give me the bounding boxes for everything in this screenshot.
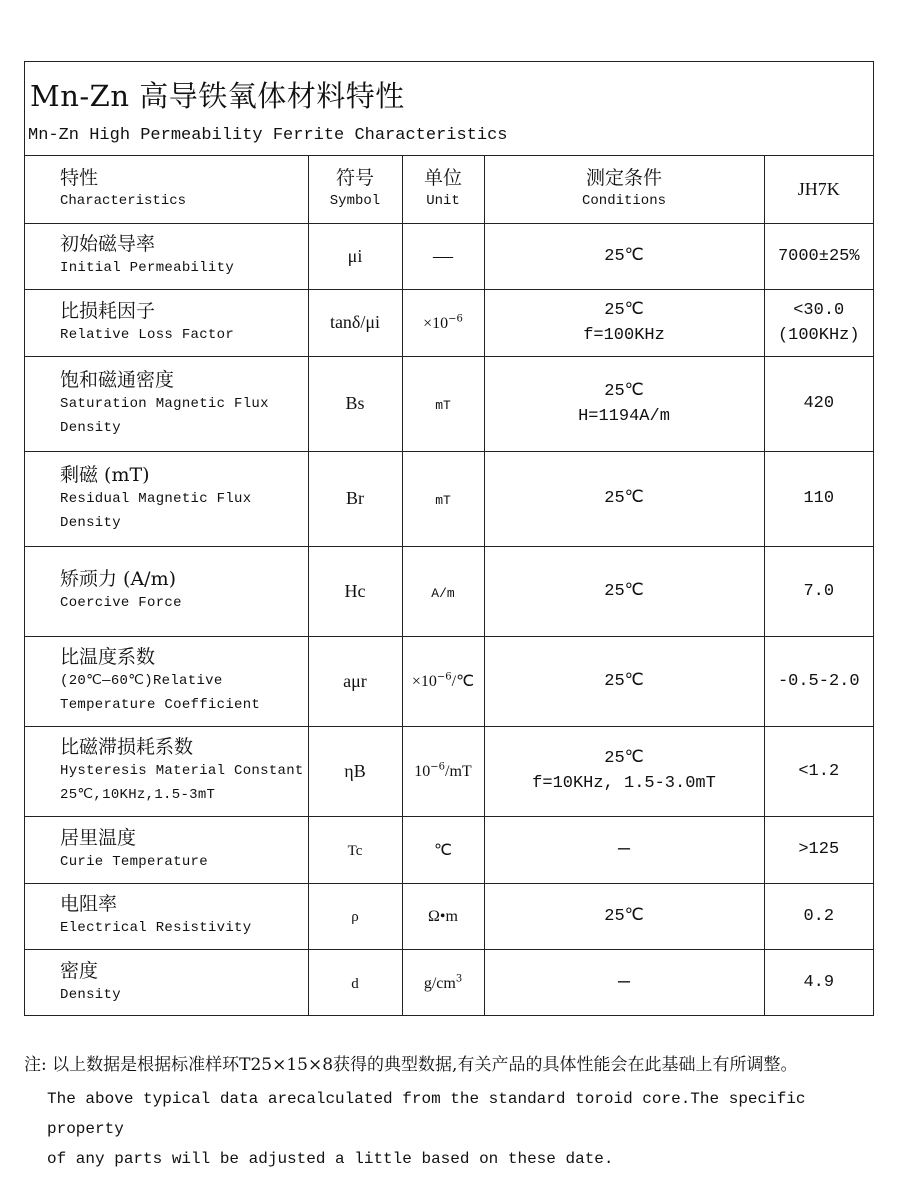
value-line-1: <1.2 bbox=[798, 761, 840, 781]
characteristics-sheet bbox=[24, 61, 874, 1016]
symbol-value: Tc bbox=[347, 842, 363, 859]
condition-cell bbox=[484, 816, 764, 883]
header-unit-en: Unit bbox=[426, 193, 460, 210]
unit-cell bbox=[402, 223, 484, 289]
characteristic-en-2: Density bbox=[60, 514, 121, 531]
value-cell bbox=[764, 223, 873, 289]
table-row bbox=[25, 546, 873, 636]
header-grade bbox=[764, 156, 873, 223]
header-unit bbox=[402, 156, 484, 223]
characteristic-en-1: Curie Temperature bbox=[60, 853, 208, 870]
footnote-english-line-1: The above typical data arecalculated from the standard toroid core.The specific property bbox=[47, 1090, 806, 1138]
characteristic-cell bbox=[25, 883, 308, 949]
symbol-value: Hc bbox=[344, 580, 366, 601]
header-characteristics-zh: 特性 bbox=[60, 167, 99, 190]
characteristic-zh: 居里温度 bbox=[60, 826, 137, 849]
characteristic-en-1: Saturation Magnetic Flux bbox=[60, 395, 269, 412]
title-english: Mn-Zn High Permeability Ferrite Characteristics bbox=[28, 126, 508, 145]
characteristic-en-1: Electrical Resistivity bbox=[60, 920, 252, 936]
symbol-value: Bs bbox=[345, 393, 365, 413]
condition-line-1: 25℃ bbox=[604, 581, 644, 601]
characteristic-en-1: Coercive Force bbox=[60, 595, 182, 611]
characteristic-cell bbox=[25, 223, 308, 289]
symbol-value: ρ bbox=[351, 909, 359, 925]
header-characteristics-en: Characteristics bbox=[60, 193, 187, 210]
value-cell bbox=[764, 726, 873, 816]
footnote bbox=[24, 1052, 884, 1174]
condition-line-1: 25℃ bbox=[604, 246, 644, 266]
unit-value: mT bbox=[435, 493, 451, 508]
symbol-value: aμr bbox=[343, 670, 367, 691]
unit-suffix: /mT bbox=[445, 763, 472, 780]
value-line-2: (100KHz) bbox=[777, 325, 860, 345]
characteristic-en-1: (20℃—60℃)Relative bbox=[60, 673, 223, 689]
table-row bbox=[25, 636, 873, 726]
unit-cell bbox=[402, 816, 484, 883]
characteristic-en-1: Residual Magnetic Flux bbox=[60, 490, 252, 507]
header-unit-zh: 单位 bbox=[423, 167, 462, 190]
characteristic-en-1: Hysteresis Material Constant bbox=[60, 763, 304, 779]
unit-value: A/m bbox=[431, 585, 455, 601]
characteristic-zh: 初始磁导率 bbox=[60, 233, 156, 255]
characteristic-en-1: Relative Loss Factor bbox=[60, 326, 235, 343]
table-row bbox=[25, 356, 873, 451]
condition-line-2: f=100KHz bbox=[583, 325, 665, 345]
symbol-cell bbox=[308, 949, 402, 1016]
characteristic-zh: 电阻率 bbox=[60, 893, 118, 915]
value-line-1: -0.5-2.0 bbox=[777, 671, 860, 691]
footnote-chinese: 注: 以上数据是根据标准样环T25×15×8获得的典型数据,有关产品的具体性能会在此基础上有所调整。 bbox=[24, 1055, 798, 1075]
symbol-value: μi bbox=[347, 245, 363, 266]
characteristic-zh: 密度 bbox=[60, 959, 99, 982]
header-grade-label: JH7K bbox=[797, 178, 840, 199]
characteristic-en-2: 25℃,10KHz,1.5-3mT bbox=[60, 787, 216, 803]
condition-cell bbox=[484, 223, 764, 289]
unit-cell bbox=[402, 949, 484, 1016]
characteristic-en-1: Density bbox=[60, 986, 121, 1003]
symbol-cell bbox=[308, 546, 402, 636]
unit-cell bbox=[402, 356, 484, 451]
characteristic-en-1: Initial Permeability bbox=[60, 260, 235, 276]
value-cell bbox=[764, 883, 873, 949]
condition-line-2: H=1194A/m bbox=[578, 406, 670, 426]
condition-line-1: 25℃ bbox=[604, 381, 644, 401]
footnote-english-line-2: of any parts will be adjusted a little based on these date. bbox=[47, 1150, 614, 1168]
symbol-cell bbox=[308, 223, 402, 289]
unit-cell bbox=[402, 289, 484, 356]
characteristics-table bbox=[25, 156, 873, 1016]
characteristic-zh: 比温度系数 bbox=[60, 646, 156, 668]
value-line-1: 7.0 bbox=[803, 581, 835, 601]
table-header-row bbox=[25, 156, 873, 223]
condition-line-1: — bbox=[617, 838, 630, 861]
value-cell bbox=[764, 546, 873, 636]
unit-exponent: 3 bbox=[455, 973, 463, 985]
characteristic-cell bbox=[25, 949, 308, 1016]
table-row bbox=[25, 883, 873, 949]
unit-cell bbox=[402, 451, 484, 546]
condition-cell bbox=[484, 883, 764, 949]
condition-line-2: f=10KHz, 1.5-3.0mT bbox=[532, 774, 716, 793]
symbol-cell bbox=[308, 883, 402, 949]
characteristic-zh: 比损耗因子 bbox=[60, 299, 156, 322]
condition-cell bbox=[484, 451, 764, 546]
unit-value: Ω•m bbox=[428, 908, 458, 925]
characteristic-zh: 矫顽力 (A/m) bbox=[60, 568, 177, 590]
table-row bbox=[25, 451, 873, 546]
unit-exponent: −6 bbox=[436, 671, 452, 683]
condition-line-1: 25℃ bbox=[604, 906, 644, 926]
characteristic-zh: 剩磁 (mT) bbox=[60, 463, 150, 486]
value-line-1: 110 bbox=[803, 489, 835, 508]
value-cell bbox=[764, 636, 873, 726]
characteristic-cell bbox=[25, 289, 308, 356]
header-symbol-zh: 符号 bbox=[335, 167, 374, 190]
unit-value: ℃ bbox=[434, 841, 452, 859]
value-line-1: 7000±25% bbox=[777, 246, 860, 266]
title-block bbox=[25, 62, 873, 156]
condition-line-1: 25℃ bbox=[604, 671, 644, 691]
value-line-1: 4.9 bbox=[803, 973, 835, 993]
header-conditions-zh: 测定条件 bbox=[585, 167, 662, 190]
condition-line-1: 25℃ bbox=[604, 749, 644, 768]
symbol-value: ηB bbox=[344, 760, 366, 781]
condition-cell bbox=[484, 949, 764, 1016]
table-row bbox=[25, 949, 873, 1016]
condition-line-1: — bbox=[617, 971, 630, 995]
unit-base: ×10 bbox=[423, 314, 449, 332]
characteristic-zh: 比磁滞损耗系数 bbox=[60, 736, 194, 758]
characteristic-zh: 饱和磁通密度 bbox=[60, 368, 175, 391]
unit-base: 10 bbox=[414, 763, 431, 780]
table-row bbox=[25, 223, 873, 289]
condition-cell bbox=[484, 356, 764, 451]
characteristic-cell bbox=[25, 636, 308, 726]
symbol-value: Br bbox=[346, 488, 364, 508]
characteristic-cell bbox=[25, 356, 308, 451]
condition-cell bbox=[484, 636, 764, 726]
unit-cell bbox=[402, 883, 484, 949]
unit-base: g/cm bbox=[423, 974, 456, 992]
header-symbol bbox=[308, 156, 402, 223]
header-conditions-en: Conditions bbox=[581, 193, 666, 210]
unit-exponent: −6 bbox=[448, 313, 463, 325]
value-cell bbox=[764, 451, 873, 546]
header-conditions bbox=[484, 156, 764, 223]
value-cell bbox=[764, 949, 873, 1016]
symbol-cell bbox=[308, 289, 402, 356]
characteristic-cell bbox=[25, 816, 308, 883]
unit-base: ×10 bbox=[411, 673, 437, 690]
title-chinese: Mn-Zn 高导铁氧体材料特性 bbox=[30, 79, 405, 113]
symbol-cell bbox=[308, 636, 402, 726]
header-characteristics bbox=[25, 156, 308, 223]
table-row bbox=[25, 289, 873, 356]
condition-line-1: 25℃ bbox=[604, 489, 644, 508]
unit-suffix: /℃ bbox=[451, 673, 475, 690]
unit-value: — bbox=[433, 244, 453, 267]
unit-exponent: −6 bbox=[430, 761, 446, 773]
footnote-english bbox=[24, 1084, 884, 1174]
value-line-1: >125 bbox=[798, 840, 840, 859]
value-cell bbox=[764, 356, 873, 451]
characteristic-cell bbox=[25, 546, 308, 636]
unit-cell bbox=[402, 726, 484, 816]
characteristic-en-2: Temperature Coefficient bbox=[60, 697, 261, 713]
condition-line-1: 25℃ bbox=[604, 300, 644, 320]
condition-cell bbox=[484, 726, 764, 816]
unit-value: mT bbox=[435, 398, 451, 413]
symbol-value: d bbox=[351, 975, 359, 992]
value-cell bbox=[764, 816, 873, 883]
characteristic-en-2: Density bbox=[60, 419, 121, 436]
unit-cell bbox=[402, 636, 484, 726]
value-line-1: 0.2 bbox=[803, 906, 835, 926]
table-row bbox=[25, 726, 873, 816]
condition-cell bbox=[484, 546, 764, 636]
symbol-cell bbox=[308, 451, 402, 546]
value-cell bbox=[764, 289, 873, 356]
header-symbol-en: Symbol bbox=[329, 193, 381, 210]
value-line-1: 420 bbox=[803, 394, 835, 413]
characteristic-cell bbox=[25, 726, 308, 816]
characteristic-cell bbox=[25, 451, 308, 546]
symbol-cell bbox=[308, 726, 402, 816]
condition-cell bbox=[484, 289, 764, 356]
unit-cell bbox=[402, 546, 484, 636]
symbol-cell bbox=[308, 356, 402, 451]
table-row bbox=[25, 816, 873, 883]
value-line-1: <30.0 bbox=[793, 300, 845, 320]
symbol-cell bbox=[308, 816, 402, 883]
symbol-value: tanδ/μi bbox=[329, 312, 381, 332]
